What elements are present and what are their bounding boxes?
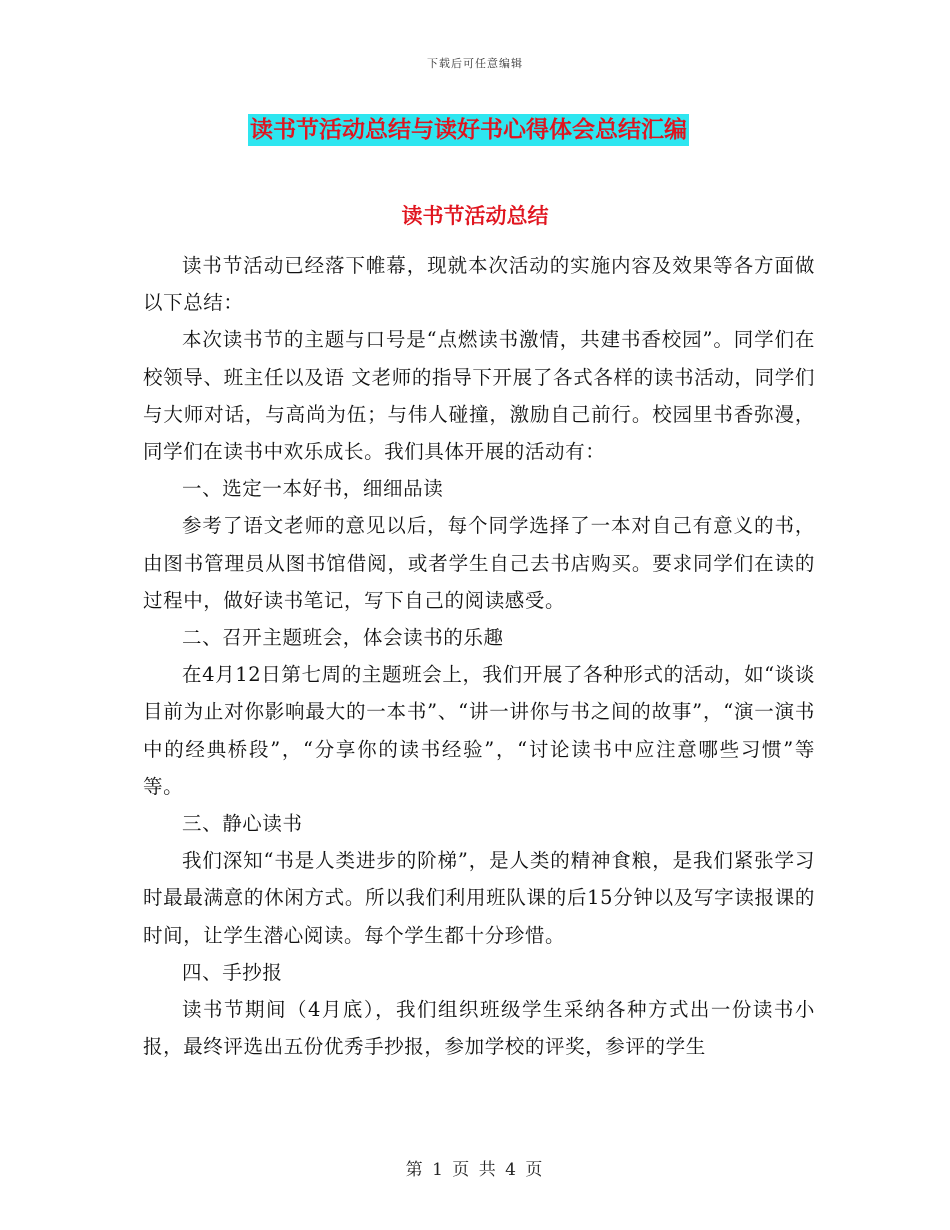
paragraph: 参考了语文老师的意见以后，每个同学选择了一本对自己有意义的书，由图书管理员从图书馆借阅，或者学生自己去书店购买。要求同学们在读的过程中，做好读书笔记，写下自己的阅读感受。: [143, 514, 815, 612]
page-footer: 第 1 页 共 4 页: [405, 1160, 545, 1180]
paragraph: 读书节活动已经落下帷幕，现就本次活动的实施内容及效果等各方面做以下总结：: [143, 254, 815, 315]
document-body: [143, 247, 815, 1065]
list-heading: 二、召开主题班会，体会读书的乐趣: [182, 626, 504, 650]
paragraph: 本次读书节的主题与口号是“点燃读书激情，共建书香校园”。同学们在校领导、班主任以及语 文老师的指导下开展了各式各样的读书活动，同学们与大师对话，与高尚为伍；与伟人碰撞，激励自己前行。校园里书香弥漫，同学们在读书中欢乐成长。我们具体开展的活动有：: [143, 328, 815, 464]
list-heading: 一、选定一本好书，细细品读: [182, 477, 444, 501]
list-heading: 四、手抄报: [182, 960, 283, 984]
paragraph: 在4月12日第七周的主题班会上，我们开展了各种形式的活动，如“谈谈目前为止对你影响最大的一本书”、“讲一讲你与书之间的故事”，“演一演书中的经典桥段”，“分享你的读书经验”，“讨论读书中应注意哪些习惯”等等。: [143, 663, 815, 798]
list-heading: 三、静心读书: [182, 812, 303, 836]
page-header-note: 下载后可任意编辑: [427, 57, 523, 70]
paragraph: 我们深知“书是人类进步的阶梯”，是人类的精神食粮，是我们紧张学习时最最满意的休闲方式。所以我们利用班队课的后15分钟以及写字读报课的时间，让学生潜心阅读。每个学生都十分珍惜。: [143, 849, 815, 947]
section-title: 读书节活动总结: [401, 203, 549, 228]
document-main-title: 读书节活动总结与读好书心得体会总结汇编: [248, 114, 689, 146]
paragraph: 读书节期间（4月底），我们组织班级学生采纳各种方式出一份读书小报，最终评选出五份优秀手抄报，参加学校的评奖，参评的学生: [143, 998, 815, 1059]
